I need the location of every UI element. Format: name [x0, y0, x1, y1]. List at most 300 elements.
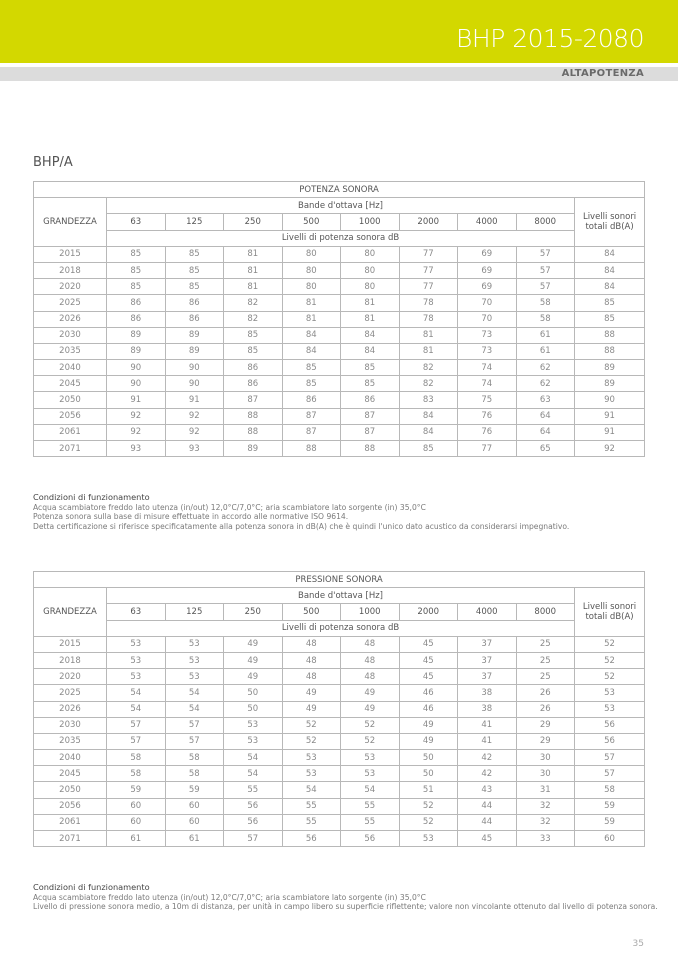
table-row [34, 424, 645, 440]
freq-header: 125 [165, 604, 224, 620]
value-cell: 52 [282, 733, 341, 749]
value-cell: 56 [341, 831, 400, 847]
value-cell: 85 [399, 441, 458, 457]
value-cell: 84 [399, 424, 458, 440]
value-cell: 48 [341, 669, 400, 685]
value-cell: 29 [516, 717, 575, 733]
value-cell: 49 [224, 636, 283, 652]
value-cell: 52 [575, 636, 645, 652]
conditions-line: Acqua scambiatore freddo lato utenza (in/out) 12,0°C/7,0°C; aria scambiatore lato sorgente (in) 35,0°C [33, 502, 426, 512]
value-cell: 57 [575, 766, 645, 782]
value-cell: 81 [282, 311, 341, 327]
value-cell: 38 [458, 685, 517, 701]
value-cell: 54 [224, 766, 283, 782]
value-cell: 55 [341, 798, 400, 814]
table-row [34, 262, 645, 278]
value-cell: 53 [224, 733, 283, 749]
value-cell: 59 [575, 814, 645, 830]
size-cell: 2035 [34, 343, 107, 359]
value-cell: 54 [165, 701, 224, 717]
value-cell: 53 [341, 766, 400, 782]
conditions-line: Acqua scambiatore freddo lato utenza (in/out) 12,0°C/7,0°C; aria scambiatore lato sorgente (in) 35,0°C [33, 892, 426, 902]
value-cell: 80 [282, 279, 341, 295]
value-cell: 30 [516, 766, 575, 782]
value-cell: 90 [107, 376, 166, 392]
value-cell: 77 [399, 262, 458, 278]
conditions-heading: Condizioni di funzionamento [33, 492, 150, 502]
value-cell: 85 [165, 279, 224, 295]
value-cell: 88 [341, 441, 400, 457]
value-cell: 81 [341, 311, 400, 327]
size-cell: 2018 [34, 262, 107, 278]
value-cell: 85 [224, 327, 283, 343]
value-cell: 86 [165, 295, 224, 311]
value-cell: 91 [165, 392, 224, 408]
size-cell: 2061 [34, 814, 107, 830]
table-row [34, 408, 645, 424]
value-cell: 85 [575, 295, 645, 311]
freq-header: 8000 [516, 214, 575, 230]
value-cell: 57 [224, 831, 283, 847]
value-cell: 81 [399, 327, 458, 343]
value-cell: 54 [107, 685, 166, 701]
value-cell: 86 [282, 392, 341, 408]
value-cell: 54 [224, 750, 283, 766]
value-cell: 49 [282, 685, 341, 701]
value-cell: 86 [107, 311, 166, 327]
table-row [34, 685, 645, 701]
value-cell: 91 [575, 424, 645, 440]
value-cell: 48 [341, 652, 400, 668]
value-cell: 57 [516, 279, 575, 295]
value-cell: 46 [399, 701, 458, 717]
value-cell: 90 [165, 360, 224, 376]
value-cell: 48 [282, 669, 341, 685]
value-cell: 88 [224, 408, 283, 424]
value-cell: 49 [399, 717, 458, 733]
value-cell: 84 [282, 343, 341, 359]
table-title: PRESSIONE SONORA [34, 572, 645, 588]
sound-power-table [33, 181, 645, 457]
value-cell: 60 [107, 814, 166, 830]
value-cell: 76 [458, 424, 517, 440]
value-cell: 58 [165, 750, 224, 766]
value-cell: 26 [516, 701, 575, 717]
value-cell: 85 [341, 376, 400, 392]
value-cell: 44 [458, 814, 517, 830]
table-row [34, 279, 645, 295]
value-cell: 85 [107, 246, 166, 262]
value-cell: 82 [399, 376, 458, 392]
value-cell: 92 [107, 408, 166, 424]
freq-header: 4000 [458, 214, 517, 230]
value-cell: 86 [165, 311, 224, 327]
value-cell: 50 [399, 766, 458, 782]
size-cell: 2056 [34, 798, 107, 814]
value-cell: 87 [341, 424, 400, 440]
table-row [34, 376, 645, 392]
value-cell: 53 [165, 636, 224, 652]
total-header: Livelli sonori totali dB(A) [575, 588, 645, 637]
value-cell: 52 [575, 669, 645, 685]
value-cell: 53 [224, 717, 283, 733]
value-cell: 82 [224, 311, 283, 327]
value-cell: 52 [341, 733, 400, 749]
value-cell: 89 [107, 327, 166, 343]
level-header: Livelli di potenza sonora dB [107, 620, 575, 636]
value-cell: 86 [224, 376, 283, 392]
value-cell: 53 [575, 685, 645, 701]
value-cell: 41 [458, 717, 517, 733]
value-cell: 92 [165, 408, 224, 424]
value-cell: 86 [341, 392, 400, 408]
value-cell: 56 [224, 814, 283, 830]
value-cell: 61 [516, 327, 575, 343]
value-cell: 87 [282, 424, 341, 440]
value-cell: 37 [458, 652, 517, 668]
value-cell: 53 [165, 652, 224, 668]
value-cell: 75 [458, 392, 517, 408]
value-cell: 57 [575, 750, 645, 766]
value-cell: 87 [282, 408, 341, 424]
value-cell: 69 [458, 262, 517, 278]
value-cell: 49 [282, 701, 341, 717]
value-cell: 53 [165, 669, 224, 685]
value-cell: 57 [165, 733, 224, 749]
size-cell: 2018 [34, 652, 107, 668]
value-cell: 53 [107, 669, 166, 685]
value-cell: 32 [516, 814, 575, 830]
value-cell: 90 [107, 360, 166, 376]
freq-header: 500 [282, 604, 341, 620]
value-cell: 58 [165, 766, 224, 782]
value-cell: 85 [107, 262, 166, 278]
value-cell: 85 [165, 246, 224, 262]
freq-header: 250 [224, 604, 283, 620]
value-cell: 84 [575, 262, 645, 278]
value-cell: 61 [107, 831, 166, 847]
value-cell: 50 [224, 701, 283, 717]
table-row [34, 392, 645, 408]
value-cell: 69 [458, 246, 517, 262]
value-cell: 62 [516, 360, 575, 376]
value-cell: 55 [341, 814, 400, 830]
value-cell: 48 [282, 652, 341, 668]
value-cell: 45 [458, 831, 517, 847]
value-cell: 80 [282, 262, 341, 278]
value-cell: 53 [282, 766, 341, 782]
size-cell: 2056 [34, 408, 107, 424]
bands-header: Bande d'ottava [Hz] [107, 588, 575, 604]
value-cell: 81 [341, 295, 400, 311]
value-cell: 92 [165, 424, 224, 440]
freq-header: 1000 [341, 604, 400, 620]
value-cell: 44 [458, 798, 517, 814]
value-cell: 77 [458, 441, 517, 457]
size-cell: 2026 [34, 701, 107, 717]
bands-header: Bande d'ottava [Hz] [107, 198, 575, 214]
freq-header: 500 [282, 214, 341, 230]
table-title: POTENZA SONORA [34, 182, 645, 198]
table-row [34, 750, 645, 766]
table-row [34, 636, 645, 652]
value-cell: 64 [516, 424, 575, 440]
size-cell: 2020 [34, 669, 107, 685]
value-cell: 58 [516, 311, 575, 327]
value-cell: 85 [282, 376, 341, 392]
sound-pressure-table [33, 571, 645, 847]
value-cell: 29 [516, 733, 575, 749]
size-cell: 2020 [34, 279, 107, 295]
freq-header: 63 [107, 214, 166, 230]
table-row [34, 295, 645, 311]
value-cell: 85 [165, 262, 224, 278]
value-cell: 91 [575, 408, 645, 424]
size-cell: 2045 [34, 766, 107, 782]
value-cell: 84 [341, 343, 400, 359]
value-cell: 38 [458, 701, 517, 717]
value-cell: 65 [516, 441, 575, 457]
value-cell: 81 [224, 279, 283, 295]
conditions-pressure [33, 883, 658, 912]
value-cell: 80 [282, 246, 341, 262]
value-cell: 37 [458, 669, 517, 685]
value-cell: 55 [282, 814, 341, 830]
value-cell: 81 [282, 295, 341, 311]
value-cell: 81 [399, 343, 458, 359]
value-cell: 90 [575, 392, 645, 408]
freq-header: 2000 [399, 604, 458, 620]
size-cell: 2035 [34, 733, 107, 749]
value-cell: 93 [165, 441, 224, 457]
value-cell: 77 [399, 279, 458, 295]
level-header: Livelli di potenza sonora dB [107, 230, 575, 246]
value-cell: 86 [107, 295, 166, 311]
value-cell: 80 [341, 279, 400, 295]
value-cell: 42 [458, 750, 517, 766]
value-cell: 54 [107, 701, 166, 717]
value-cell: 92 [575, 441, 645, 457]
value-cell: 52 [399, 798, 458, 814]
size-cell: 2050 [34, 392, 107, 408]
value-cell: 42 [458, 766, 517, 782]
total-header: Livelli sonori totali dB(A) [575, 198, 645, 247]
table-row [34, 831, 645, 847]
value-cell: 78 [399, 311, 458, 327]
value-cell: 76 [458, 408, 517, 424]
size-header: GRANDEZZA [34, 588, 107, 637]
value-cell: 69 [458, 279, 517, 295]
value-cell: 89 [575, 376, 645, 392]
table-row [34, 669, 645, 685]
value-cell: 70 [458, 295, 517, 311]
value-cell: 33 [516, 831, 575, 847]
value-cell: 58 [107, 766, 166, 782]
value-cell: 57 [516, 246, 575, 262]
value-cell: 54 [282, 782, 341, 798]
value-cell: 25 [516, 636, 575, 652]
value-cell: 49 [341, 685, 400, 701]
value-cell: 84 [575, 246, 645, 262]
value-cell: 84 [282, 327, 341, 343]
table-row [34, 733, 645, 749]
freq-header: 1000 [341, 214, 400, 230]
size-cell: 2050 [34, 782, 107, 798]
value-cell: 45 [399, 652, 458, 668]
value-cell: 60 [107, 798, 166, 814]
size-cell: 2025 [34, 295, 107, 311]
size-cell: 2071 [34, 831, 107, 847]
value-cell: 46 [399, 685, 458, 701]
value-cell: 92 [107, 424, 166, 440]
value-cell: 52 [341, 717, 400, 733]
value-cell: 85 [282, 360, 341, 376]
value-cell: 56 [224, 798, 283, 814]
value-cell: 57 [107, 717, 166, 733]
freq-header: 4000 [458, 604, 517, 620]
value-cell: 55 [282, 798, 341, 814]
value-cell: 59 [165, 782, 224, 798]
size-cell: 2061 [34, 424, 107, 440]
value-cell: 55 [224, 782, 283, 798]
value-cell: 53 [575, 701, 645, 717]
value-cell: 84 [399, 408, 458, 424]
size-cell: 2040 [34, 360, 107, 376]
value-cell: 91 [107, 392, 166, 408]
value-cell: 53 [399, 831, 458, 847]
value-cell: 56 [575, 733, 645, 749]
size-cell: 2015 [34, 636, 107, 652]
table-row [34, 814, 645, 830]
value-cell: 25 [516, 652, 575, 668]
value-cell: 88 [224, 424, 283, 440]
value-cell: 60 [165, 814, 224, 830]
conditions-line: Potenza sonora sulla base di misure effettuate in accordo alle normative ISO 9614. [33, 512, 349, 522]
value-cell: 37 [458, 636, 517, 652]
value-cell: 60 [165, 798, 224, 814]
value-cell: 59 [575, 798, 645, 814]
value-cell: 32 [516, 798, 575, 814]
value-cell: 64 [516, 408, 575, 424]
freq-header: 250 [224, 214, 283, 230]
table-row [34, 327, 645, 343]
value-cell: 74 [458, 360, 517, 376]
value-cell: 61 [165, 831, 224, 847]
value-cell: 30 [516, 750, 575, 766]
value-cell: 43 [458, 782, 517, 798]
value-cell: 80 [341, 246, 400, 262]
value-cell: 89 [165, 343, 224, 359]
size-cell: 2026 [34, 311, 107, 327]
value-cell: 78 [399, 295, 458, 311]
size-cell: 2040 [34, 750, 107, 766]
value-cell: 56 [575, 717, 645, 733]
value-cell: 84 [575, 279, 645, 295]
value-cell: 60 [575, 831, 645, 847]
value-cell: 90 [165, 376, 224, 392]
table-row [34, 360, 645, 376]
table-row [34, 766, 645, 782]
value-cell: 48 [341, 636, 400, 652]
value-cell: 52 [282, 717, 341, 733]
size-cell: 2030 [34, 717, 107, 733]
value-cell: 49 [224, 669, 283, 685]
value-cell: 77 [399, 246, 458, 262]
value-cell: 25 [516, 669, 575, 685]
section-title: BHP/A [33, 155, 73, 170]
value-cell: 70 [458, 311, 517, 327]
conditions-line: Livello di pressione sonora medio, a 10m di distanza, per unità in campo libero su superficie riflettente; valore non vincolante ottenuto dal livello di potenza sonora. [33, 902, 658, 912]
table-row [34, 441, 645, 457]
value-cell: 26 [516, 685, 575, 701]
value-cell: 59 [107, 782, 166, 798]
table-row [34, 311, 645, 327]
value-cell: 48 [282, 636, 341, 652]
table-row [34, 652, 645, 668]
value-cell: 54 [341, 782, 400, 798]
value-cell: 53 [107, 652, 166, 668]
value-cell: 50 [399, 750, 458, 766]
value-cell: 85 [575, 311, 645, 327]
value-cell: 85 [341, 360, 400, 376]
value-cell: 49 [399, 733, 458, 749]
value-cell: 73 [458, 343, 517, 359]
conditions-line: Detta certificazione si riferisce specificatamente alla potenza sonora in dB(A) che è quindi l'unico dato acustico da considerarsi impegnativo. [33, 521, 570, 531]
freq-header: 125 [165, 214, 224, 230]
value-cell: 82 [399, 360, 458, 376]
value-cell: 82 [224, 295, 283, 311]
value-cell: 87 [341, 408, 400, 424]
value-cell: 63 [516, 392, 575, 408]
value-cell: 53 [107, 636, 166, 652]
value-cell: 51 [399, 782, 458, 798]
size-cell: 2071 [34, 441, 107, 457]
value-cell: 45 [399, 669, 458, 685]
table-row [34, 343, 645, 359]
value-cell: 56 [282, 831, 341, 847]
value-cell: 88 [575, 327, 645, 343]
value-cell: 83 [399, 392, 458, 408]
conditions-heading: Condizioni di funzionamento [33, 882, 150, 892]
value-cell: 31 [516, 782, 575, 798]
value-cell: 41 [458, 733, 517, 749]
value-cell: 85 [107, 279, 166, 295]
value-cell: 50 [224, 685, 283, 701]
value-cell: 81 [224, 262, 283, 278]
value-cell: 84 [341, 327, 400, 343]
document-subtitle: ALTAPOTENZA [561, 68, 644, 79]
size-cell: 2015 [34, 246, 107, 262]
value-cell: 74 [458, 376, 517, 392]
size-header: GRANDEZZA [34, 198, 107, 247]
value-cell: 54 [165, 685, 224, 701]
value-cell: 49 [224, 652, 283, 668]
freq-header: 2000 [399, 214, 458, 230]
size-cell: 2030 [34, 327, 107, 343]
value-cell: 57 [165, 717, 224, 733]
value-cell: 89 [575, 360, 645, 376]
value-cell: 62 [516, 376, 575, 392]
table-row [34, 701, 645, 717]
page-number: 35 [632, 939, 644, 949]
table-row [34, 782, 645, 798]
value-cell: 45 [399, 636, 458, 652]
size-cell: 2025 [34, 685, 107, 701]
value-cell: 57 [516, 262, 575, 278]
value-cell: 81 [224, 246, 283, 262]
value-cell: 53 [282, 750, 341, 766]
value-cell: 57 [107, 733, 166, 749]
